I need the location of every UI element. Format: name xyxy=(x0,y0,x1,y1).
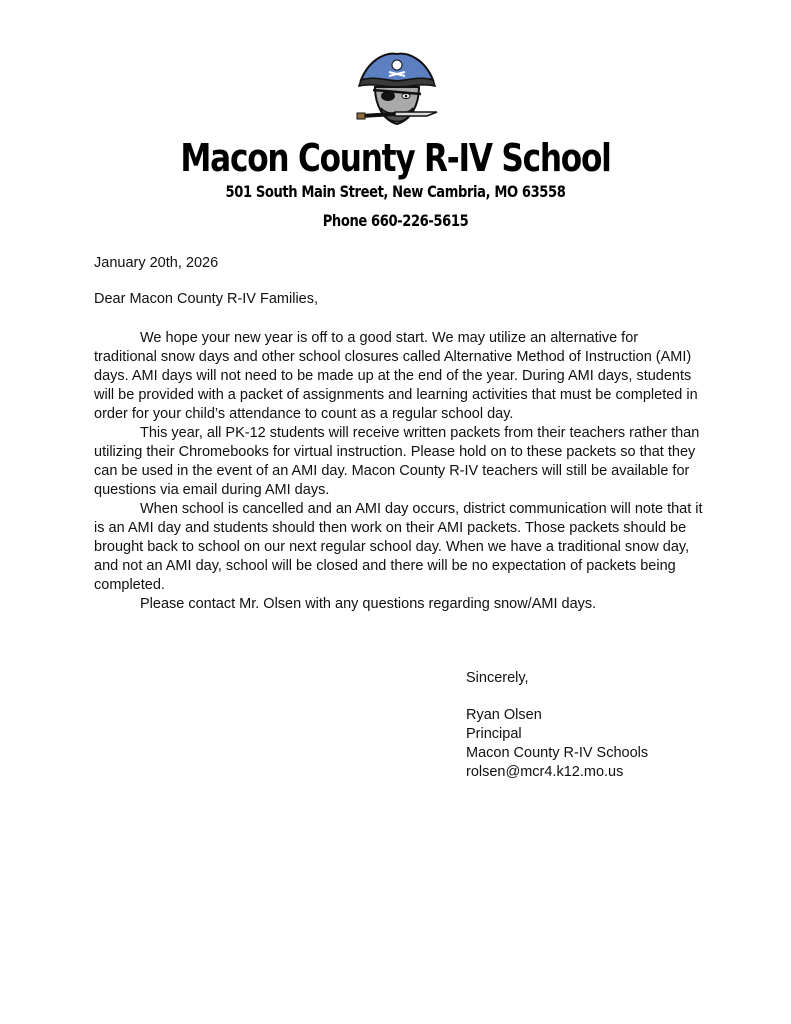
signer-email: rolsen@mcr4.k12.mo.us xyxy=(466,764,624,780)
school-address: 501 South Main Street, New Cambria, MO 63558 xyxy=(225,182,566,201)
school-phone: Phone 660-226-5615 xyxy=(322,211,469,230)
signer-title: Principal xyxy=(466,726,522,742)
pirate-mascot-logo xyxy=(355,50,439,136)
school-name: Macon County R-IV School xyxy=(180,136,611,180)
letter-body xyxy=(94,329,704,614)
closing: Sincerely, xyxy=(466,670,529,686)
body-paragraph: Please contact Mr. Olsen with any questions regarding snow/AMI days. xyxy=(140,596,597,612)
signer-org: Macon County R-IV Schools xyxy=(466,745,649,761)
letter-date: January 20th, 2026 xyxy=(94,255,219,271)
signature-block xyxy=(466,669,648,782)
body-paragraph: This year, all PK-12 students will receive written packets from their teachers rather than utilizing their Chromebooks for virtual instruction. Please hold on to these packets so that they can be used in the event of an AMI day. Macon County R-IV teachers will still be available for questions via email during AMI days. xyxy=(94,425,700,498)
signer-name: Ryan Olsen xyxy=(466,707,542,723)
body-paragraph: When school is cancelled and an AMI day occurs, district communication will note that it is an AMI day and students should then work on their AMI packets. Those packets should be brought back to school on our next regular school day. When we have a traditional snow day, and not an AMI day, school will be closed and there will be no expectation of packets being completed. xyxy=(94,501,703,593)
letter-greeting: Dear Macon County R-IV Families, xyxy=(94,291,319,307)
body-paragraph: We hope your new year is off to a good start. We may utilize an alternative for traditional snow days and other school closures called Alternative Method of Instruction (AMI) days. AMI days will not need to be made up at the end of the year. During AMI days, students will be provided with a packet of assignments and learning activities that must be completed in order for your child’s attendance to count as a regular school day. xyxy=(94,330,698,422)
